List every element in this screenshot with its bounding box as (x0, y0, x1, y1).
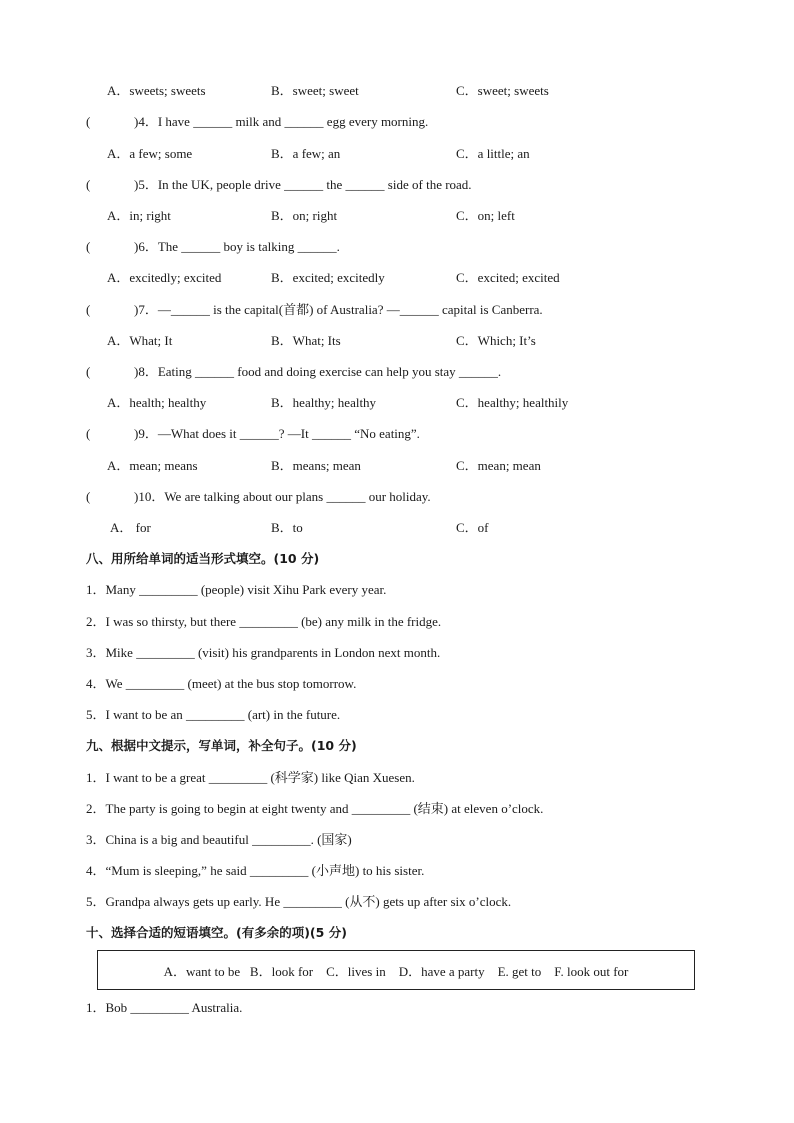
fill-blank-item[interactable]: 5．I want to be an _________ (art) in the future. (86, 707, 341, 722)
answer-bracket[interactable]: ( (86, 364, 91, 379)
option-a[interactable]: A．in; right (107, 208, 171, 223)
fill-blank-item[interactable]: 5．Grandpa always gets up early. He _________ (从不) gets up after six o’clock. (86, 894, 512, 909)
section-10-heading-row (0, 923, 794, 943)
answer-bracket[interactable]: ( (86, 239, 91, 254)
question-4-options (0, 144, 794, 164)
question-text: )4．I have ______ milk and ______ egg every morning. (134, 114, 429, 129)
section-9-item-5 (0, 892, 794, 912)
answer-bracket[interactable]: ( (86, 426, 91, 441)
fill-blank-item[interactable]: 3．Mike _________ (visit) his grandparents in London next month. (86, 645, 441, 660)
question-6-options (0, 268, 794, 288)
option-b[interactable]: B．healthy; healthy (271, 395, 377, 410)
section-8-item-4 (0, 674, 794, 694)
question-8 (0, 362, 794, 382)
option-a[interactable]: A．mean; means (107, 458, 198, 473)
section-8-item-1 (0, 580, 794, 600)
question-text: )10．We are talking about our plans ______ our holiday. (134, 489, 431, 504)
option-a[interactable]: A． for (110, 520, 151, 535)
question-text: )5．In the UK, people drive ______ the ______ side of the road. (134, 177, 472, 192)
option-a[interactable]: A．What; It (107, 333, 173, 348)
section-8-item-3 (0, 643, 794, 663)
section-9-item-1 (0, 768, 794, 788)
option-b[interactable]: B．sweet; sweet (271, 83, 359, 98)
option-c[interactable]: C．healthy; healthily (456, 395, 569, 410)
option-c[interactable]: C．of (456, 520, 489, 535)
option-c[interactable]: C．excited; excited (456, 270, 560, 285)
option-b[interactable]: B．means; mean (271, 458, 361, 473)
question-7-options (0, 331, 794, 351)
section-8-heading-row (0, 549, 794, 569)
option-b[interactable]: B．a few; an (271, 146, 341, 161)
section-10-item-1 (0, 998, 794, 1018)
option-a[interactable]: A．excitedly; excited (107, 270, 222, 285)
fill-blank-item[interactable]: 3．China is a big and beautiful _________. (国家) (86, 832, 352, 847)
section-8-item-2 (0, 612, 794, 632)
option-b[interactable]: B．on; right (271, 208, 338, 223)
section-heading: 八、用所给单词的适当形式填空。(10 分) (86, 551, 320, 566)
question-9 (0, 424, 794, 444)
question-text: )9．—What does it ______? —It ______ “No eating”. (134, 426, 420, 441)
option-b[interactable]: B．What; Its (271, 333, 341, 348)
fill-blank-item[interactable]: 4．We _________ (meet) at the bus stop tomorrow. (86, 676, 357, 691)
section-8-item-5 (0, 705, 794, 725)
question-9-options (0, 456, 794, 476)
option-c[interactable]: C．Which; It’s (456, 333, 536, 348)
section-9-item-2 (0, 799, 794, 819)
answer-bracket[interactable]: ( (86, 489, 91, 504)
question-text: )7．—______ is the capital(首都) of Australia? —______ capital is Canberra. (134, 302, 543, 317)
answer-bracket[interactable]: ( (86, 177, 91, 192)
option-c[interactable]: C．on; left (456, 208, 515, 223)
question-6 (0, 237, 794, 257)
section-heading: 十、选择合适的短语填空。(有多余的项)(5 分) (86, 925, 347, 940)
phrase-bank-box (97, 950, 695, 990)
option-a[interactable]: A．a few; some (107, 146, 193, 161)
question-5-options (0, 206, 794, 226)
question-4 (0, 112, 794, 132)
option-a[interactable]: A．sweets; sweets (107, 83, 206, 98)
section-9-item-3 (0, 830, 794, 850)
question-text: )6．The ______ boy is talking ______. (134, 239, 340, 254)
question-10 (0, 487, 794, 507)
option-b[interactable]: B．excited; excitedly (271, 270, 385, 285)
phrase-bank-text: A．want to be B．look for C．lives in D．have a party E. get to F. look out for (163, 963, 629, 979)
section-9-item-4 (0, 861, 794, 881)
option-c[interactable]: C．a little; an (456, 146, 530, 161)
fill-blank-item[interactable]: 1．Bob _________ Australia. (86, 1000, 243, 1015)
fill-blank-item[interactable]: 2．I was so thirsty, but there _________ (be) any milk in the fridge. (86, 614, 442, 629)
fill-blank-item[interactable]: 1．Many _________ (people) visit Xihu Park every year. (86, 582, 387, 597)
section-heading: 九、根据中文提示，写单词，补全句子。(10 分) (86, 738, 357, 753)
option-c[interactable]: C．sweet; sweets (456, 83, 549, 98)
option-b[interactable]: B．to (271, 520, 303, 535)
option-c[interactable]: C．mean; mean (456, 458, 541, 473)
fill-blank-item[interactable]: 1．I want to be a great _________ (科学家) like Qian Xuesen. (86, 770, 415, 785)
question-7 (0, 300, 794, 320)
answer-bracket[interactable]: ( (86, 114, 91, 129)
question-10-options (0, 518, 794, 538)
fill-blank-item[interactable]: 2．The party is going to begin at eight twenty and _________ (结束) at eleven o’clock. (86, 801, 544, 816)
section-9-heading-row (0, 736, 794, 756)
question-8-options (0, 393, 794, 413)
question-text: )8．Eating ______ food and doing exercise can help you stay ______. (134, 364, 502, 379)
q3-options (0, 81, 794, 101)
question-5 (0, 175, 794, 195)
answer-bracket[interactable]: ( (86, 302, 91, 317)
fill-blank-item[interactable]: 4．“Mum is sleeping,” he said _________ (小声地) to his sister. (86, 863, 425, 878)
option-a[interactable]: A．health; healthy (107, 395, 207, 410)
